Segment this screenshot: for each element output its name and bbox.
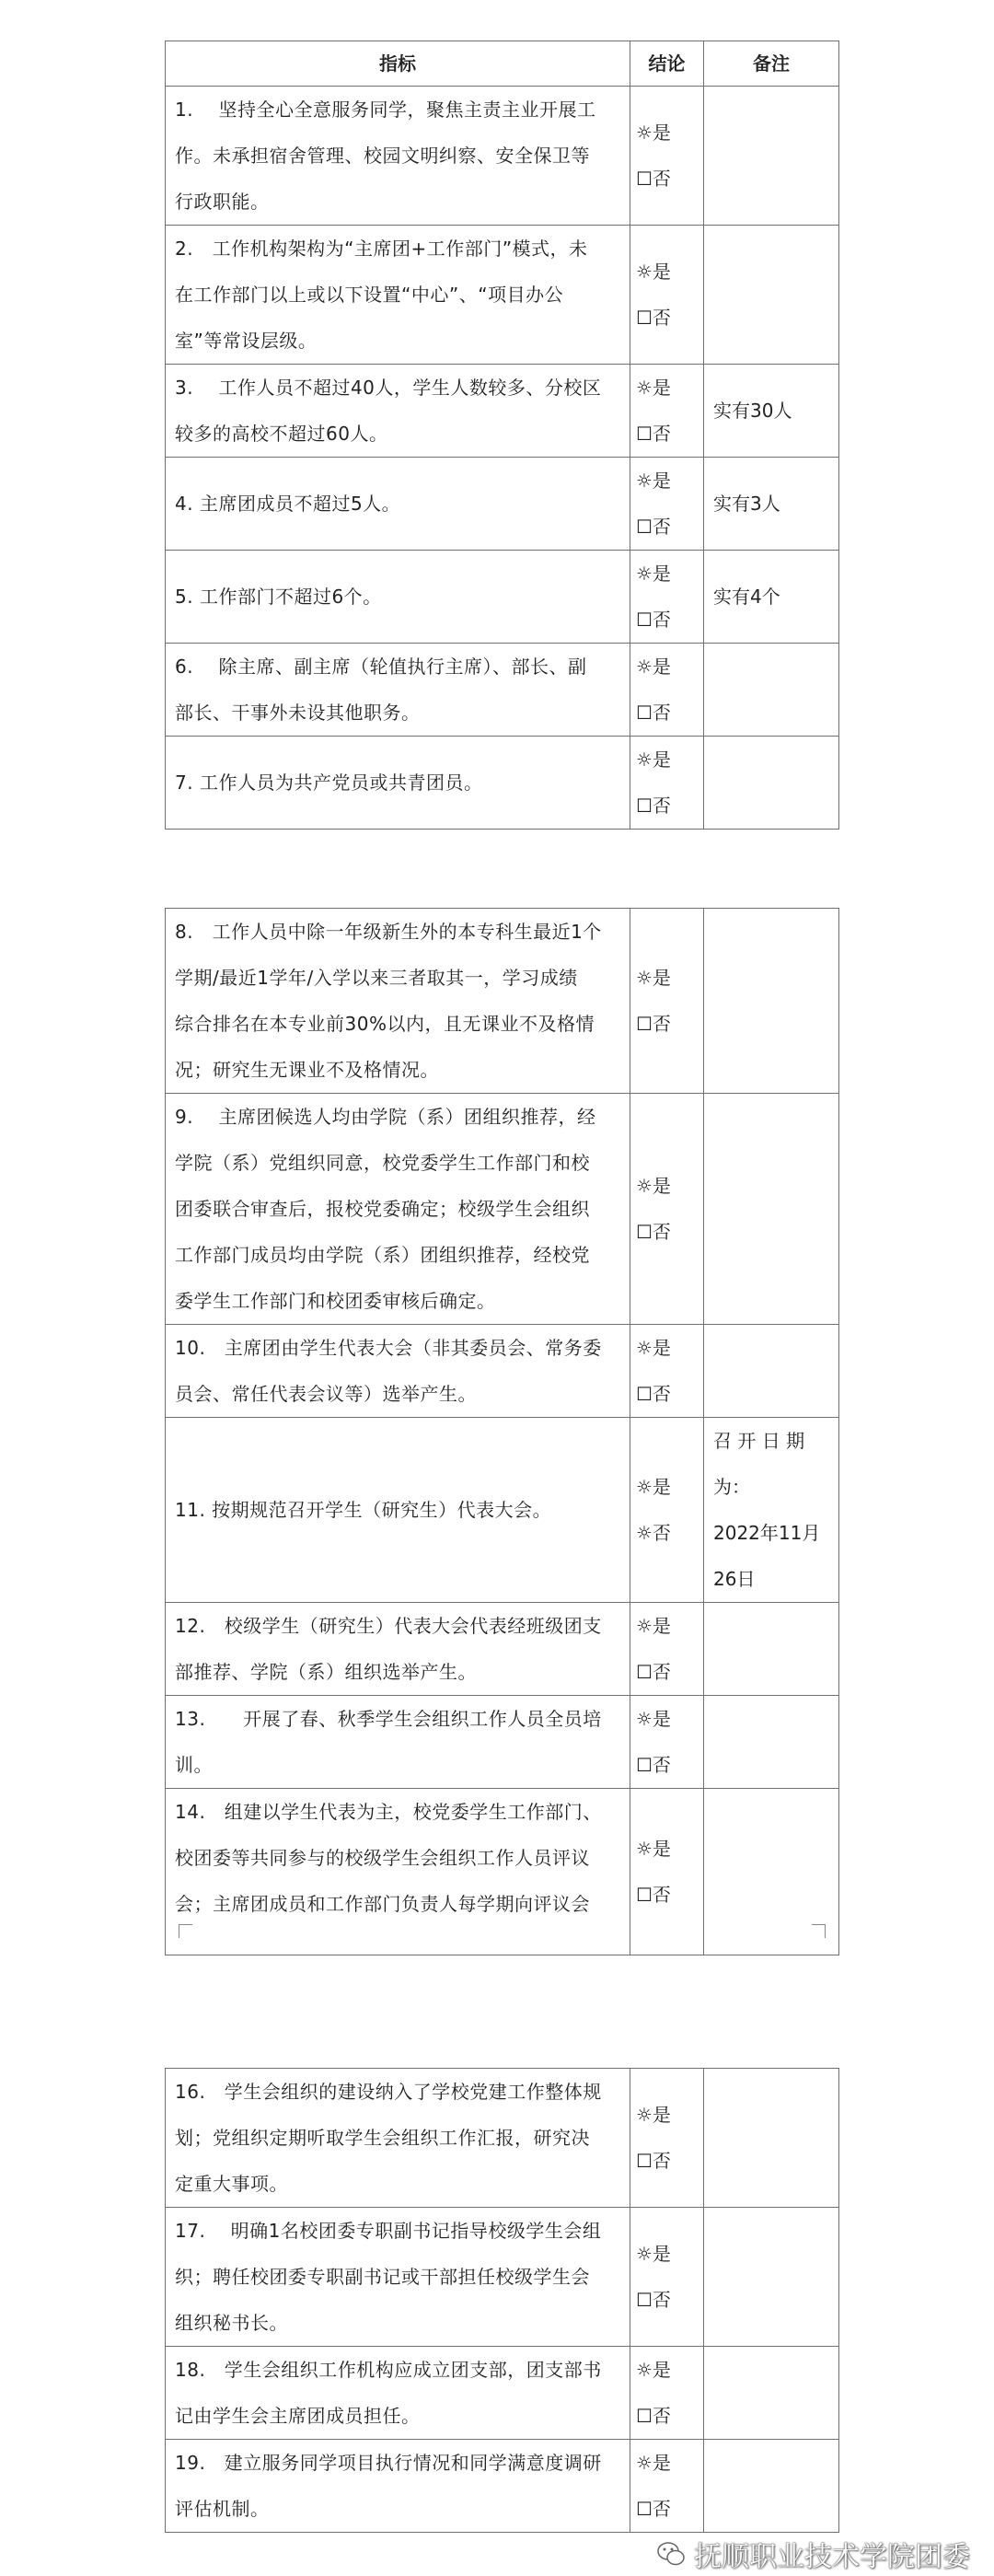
conclusion-cell [630,644,704,737]
indicator-line: 团委联合审查后，报校党委确定；校级学生会组织 [175,1198,590,1220]
indicator-line: 室”等常设层级。 [175,330,318,352]
corner-mark [179,1924,192,1938]
conclusion-cell [630,1603,704,1696]
indicator-cell [166,87,630,226]
table-row [166,1418,839,1603]
table-row [166,1094,839,1325]
option-no-unchecked[interactable]: ☐否 [636,307,671,329]
conclusion-cell [630,2347,704,2440]
remark-cell [704,226,839,365]
conclusion-cell [630,551,704,644]
remark-cell [704,551,839,644]
table-row [166,458,839,551]
remark-cell [704,365,839,458]
remark-cell [704,1325,839,1418]
table-row [166,737,839,830]
watermark-text: 抚顺职业技术学院团委 [694,2541,970,2573]
checklist-table-2 [165,908,839,1955]
checklist-table-1 [165,41,839,830]
option-yes-checked[interactable]: ☼是 [636,1175,671,1197]
remark-cell [704,2208,839,2347]
indicator-line: 部长、干事外未设其他职务。 [175,702,421,724]
conclusion-cell [630,226,704,365]
option-yes-checked[interactable]: ☼是 [636,377,671,399]
indicator-cell [166,1696,630,1789]
indicator-line: 工作部门成员均由学院（系）团组织推荐，经校党 [175,1244,590,1266]
remark-cell [704,87,839,226]
option-no-unchecked[interactable]: ☐否 [636,702,671,724]
indicator-line: 9. 主席团候选人均由学院（系）团组织推荐，经 [175,1106,596,1128]
table-row [166,2069,839,2208]
option-yes-checked[interactable]: ☼是 [636,2359,671,2381]
indicator-line: 较多的高校不超过60人。 [175,423,388,445]
table-row [166,2440,839,2533]
option-no-unchecked[interactable]: ☐否 [636,2405,671,2427]
indicator-line: 6. 除主席、副主席（轮值执行主席）、部长、副 [175,656,587,678]
indicator-cell [166,909,630,1094]
indicator-line: 13. 开展了春、秋季学生会组织工作人员全员培 [175,1708,602,1730]
indicator-line: 18. 学生会组织工作机构应成立团支部，团支部书 [175,2359,602,2381]
indicator-line: 况；研究生无课业不及格情况。 [175,1059,439,1081]
conclusion-cell [630,1696,704,1789]
indicator-line: 学期/最近1学年/入学以来三者取其一，学习成绩 [175,967,578,989]
wechat-icon [655,2538,687,2570]
indicator-line: 在工作部门以上或以下设置“中心”、“项目办公 [175,284,564,306]
indicator-line: 19. 建立服务同学项目执行情况和同学满意度调研 [175,2452,602,2474]
conclusion-cell [630,909,704,1094]
indicator-line: 16. 学生会组织的建设纳入了学校党建工作整体规 [175,2081,602,2103]
indicator-line: 织；聘任校团委专职副书记或干部担任校级学生会 [175,2266,590,2288]
indicator-line: 7. 工作人员为共产党员或共青团员。 [175,772,483,794]
option-yes-checked[interactable]: ☼是 [636,2104,671,2126]
option-yes-checked[interactable]: ☼是 [636,1708,671,1730]
indicator-line: 11. 按期规范召开学生（研究生）代表大会。 [175,1499,552,1521]
indicator-line: 校团委等共同参与的校级学生会组织工作人员评议 [175,1847,590,1869]
remark-cell [704,737,839,830]
indicator-line: 员会、常任代表会议等）选举产生。 [175,1383,477,1405]
indicator-cell [166,551,630,644]
remark-cell [704,2440,839,2533]
indicator-line: 3. 工作人员不超过40人，学生人数较多、分校区 [175,377,602,399]
watermark [655,2534,970,2574]
remark-cell [704,909,839,1094]
option-no-unchecked[interactable]: ☐否 [636,516,671,538]
table-row [166,365,839,458]
indicator-line: 8. 工作人员中除一年级新生外的本专科生最近1个 [175,921,602,943]
option-no-unchecked[interactable]: ☐否 [636,1754,671,1776]
table-row [166,644,839,737]
indicator-line: 4. 主席团成员不超过5人。 [175,493,401,515]
option-no-unchecked[interactable]: ☐否 [636,168,671,190]
indicator-line: 记由学生会主席团成员担任。 [175,2405,421,2427]
option-no-unchecked[interactable]: ☐否 [636,423,671,445]
indicator-cell [166,2208,630,2347]
option-yes-checked[interactable]: ☼是 [636,1337,671,1359]
table-row [166,1325,839,1418]
conclusion-cell [630,2440,704,2533]
option-yes-checked[interactable]: ☼是 [636,2243,671,2265]
indicator-cell [166,1789,630,1955]
conclusion-cell [630,365,704,458]
remark-cell [704,1696,839,1789]
indicator-line: 组织秘书长。 [175,2312,288,2334]
indicator-line: 行政职能。 [175,191,270,213]
indicator-line: 1. 坚持全心全意服务同学，聚焦主责主业开展工 [175,99,596,121]
table-row [166,1603,839,1696]
option-no-unchecked[interactable]: ☐否 [636,1221,671,1243]
indicator-cell [166,1094,630,1325]
conclusion-cell [630,2069,704,2208]
conclusion-cell [630,1418,704,1603]
indicator-line: 定重大事项。 [175,2173,288,2195]
indicator-cell [166,226,630,365]
table-row [166,1789,839,1955]
indicator-line: 17. 明确1名校团委专职副书记指导校级学生会组 [175,2220,602,2242]
option-no-marked[interactable]: ☼否 [636,1522,671,1544]
remark-cell [704,644,839,737]
indicator-line: 14. 组建以学生代表为主，校党委学生工作部门、 [175,1801,602,1823]
indicator-cell [166,1418,630,1603]
indicator-line: 2. 工作机构架构为“主席团+工作部门”模式，未 [175,238,588,260]
remark-line: 为： [713,1476,750,1498]
indicator-line: 学院（系）党组织同意，校党委学生工作部门和校 [175,1152,590,1174]
table-row [166,909,839,1094]
option-yes-checked[interactable]: ☼是 [636,1838,671,1860]
option-yes-checked[interactable]: ☼是 [636,261,671,283]
table-row [166,1696,839,1789]
option-no-unchecked[interactable]: ☐否 [636,2150,671,2172]
indicator-cell [166,2069,630,2208]
option-yes-checked[interactable]: ☼是 [636,1476,671,1498]
option-yes-checked[interactable]: ☼是 [636,656,671,678]
indicator-line: 部推荐、学院（系）组织选举产生。 [175,1661,477,1683]
option-yes-checked[interactable]: ☼是 [636,470,671,492]
option-yes-checked[interactable]: ☼是 [636,748,671,771]
table-row [166,2347,839,2440]
remark-cell [704,2347,839,2440]
option-yes-checked[interactable]: ☼是 [636,122,671,144]
remark-cell [704,1603,839,1696]
option-no-unchecked[interactable]: ☐否 [636,795,671,817]
option-no-unchecked[interactable]: ☐否 [636,1884,671,1906]
table-row [166,2208,839,2347]
option-no-unchecked[interactable]: ☐否 [636,1383,671,1405]
indicator-cell [166,365,630,458]
indicator-cell [166,458,630,551]
conclusion-cell [630,458,704,551]
indicator-cell [166,2440,630,2533]
indicator-cell [166,737,630,830]
remark-line: 实有3人 [713,493,780,515]
conclusion-cell [630,1094,704,1325]
indicator-cell [166,2347,630,2440]
indicator-line: 5. 工作部门不超过6个。 [175,586,382,608]
indicator-line: 训。 [175,1754,213,1776]
conclusion-cell [630,2208,704,2347]
corner-mark [812,1924,826,1938]
indicator-line: 10. 主席团由学生代表大会（非其委员会、常务委 [175,1337,602,1359]
remark-line: 实有4个 [713,586,780,608]
indicator-line: 会；主席团成员和工作部门负责人每学期向评议会 [175,1893,590,1915]
conclusion-cell [630,1325,704,1418]
remark-line: 2022年11月 [713,1522,821,1544]
remark-cell [704,1418,839,1603]
indicator-cell [166,644,630,737]
conclusion-cell [630,87,704,226]
option-yes-checked[interactable]: ☼是 [636,2452,671,2474]
checklist-table-3 [165,2068,839,2533]
indicator-line: 评估机制。 [175,2498,270,2520]
indicator-line: 作。未承担宿舍管理、校园文明纠察、安全保卫等 [175,145,590,167]
conclusion-cell [630,1789,704,1955]
option-no-unchecked[interactable]: ☐否 [636,1013,671,1035]
table-header-row [166,41,839,87]
option-no-unchecked[interactable]: ☐否 [636,2498,671,2520]
table-row [166,226,839,365]
table-row [166,87,839,226]
option-yes-checked[interactable]: ☼是 [636,563,671,585]
option-yes-checked[interactable]: ☼是 [636,967,671,989]
indicator-cell [166,1603,630,1696]
indicator-line: 综合排名在本专业前30%以内，且无课业不及格情 [175,1013,595,1035]
remark-line: 26日 [713,1568,756,1590]
header-indicator: 指标 [166,41,630,87]
remark-cell [704,1094,839,1325]
header-remarks: 备注 [704,41,839,87]
remark-cell [704,2069,839,2208]
indicator-line: 12. 校级学生（研究生）代表大会代表经班级团支 [175,1615,602,1637]
option-no-unchecked[interactable]: ☐否 [636,2289,671,2311]
remark-cell [704,1789,839,1955]
table-row [166,551,839,644]
header-conclusion: 结论 [630,41,704,87]
remark-line: 召 开 日 期 [713,1430,805,1452]
indicator-line: 划；党组织定期听取学生会组织工作汇报，研究决 [175,2127,590,2149]
indicator-cell [166,1325,630,1418]
remark-cell [704,458,839,551]
option-yes-checked[interactable]: ☼是 [636,1615,671,1637]
indicator-line: 委学生工作部门和校团委审核后确定。 [175,1290,496,1312]
conclusion-cell [630,737,704,830]
option-no-unchecked[interactable]: ☐否 [636,1661,671,1683]
option-no-unchecked[interactable]: ☐否 [636,609,671,631]
remark-line: 实有30人 [713,400,792,422]
